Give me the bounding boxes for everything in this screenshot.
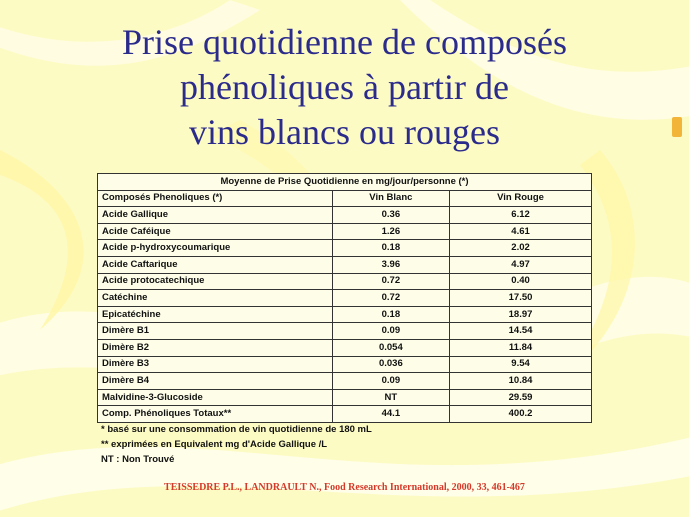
- white-wine-value: 3.96: [332, 256, 449, 273]
- table-row: [98, 240, 592, 257]
- table-row: [98, 356, 592, 373]
- compound-name: Epicatéchine: [98, 306, 333, 323]
- red-wine-value: 17.50: [450, 290, 592, 307]
- table-caption-row: [98, 174, 592, 191]
- table-header-row: [98, 190, 592, 207]
- red-wine-value: 2.02: [450, 240, 592, 257]
- compound-name: Dimère B4: [98, 373, 333, 390]
- red-wine-value: 14.54: [450, 323, 592, 340]
- table-footnotes: [101, 422, 372, 467]
- title-line-1: Prise quotidienne de composés: [122, 22, 567, 62]
- table-row: [98, 256, 592, 273]
- table-row: [98, 373, 592, 390]
- white-wine-value: 0.036: [332, 356, 449, 373]
- compound-name: Comp. Phénoliques Totaux**: [98, 406, 333, 423]
- table-row: [98, 306, 592, 323]
- red-wine-value: 18.97: [450, 306, 592, 323]
- white-wine-value: NT: [332, 389, 449, 406]
- table-row: [98, 389, 592, 406]
- footnote: * basé sur une consommation de vin quotidienne de 180 mL: [101, 424, 372, 435]
- table-row: [98, 207, 592, 224]
- compound-name: Acide Gallique: [98, 207, 333, 224]
- white-wine-value: 0.09: [332, 373, 449, 390]
- header-compounds: Composés Phenoliques (*): [98, 190, 333, 207]
- red-wine-value: 6.12: [450, 207, 592, 224]
- white-wine-value: 0.18: [332, 240, 449, 257]
- title-line-2: phénoliques à partir de: [180, 67, 509, 107]
- red-wine-value: 10.84: [450, 373, 592, 390]
- footnote: ** exprimées en Equivalent mg d'Acide Gallique /L: [101, 439, 328, 450]
- table-caption: Moyenne de Prise Quotidienne en mg/jour/personne (*): [98, 174, 592, 191]
- compound-name: Dimère B2: [98, 339, 333, 356]
- red-wine-value: 400.2: [450, 406, 592, 423]
- compound-name: Dimère B1: [98, 323, 333, 340]
- compound-name: Dimère B3: [98, 356, 333, 373]
- compound-name: Acide protocatechique: [98, 273, 333, 290]
- source-reference: TEISSEDRE P.L., LANDRAULT N., Food Research International, 2000, 33, 461-467: [164, 482, 525, 493]
- red-wine-value: 29.59: [450, 389, 592, 406]
- white-wine-value: 0.72: [332, 273, 449, 290]
- red-wine-value: 9.54: [450, 356, 592, 373]
- white-wine-value: 0.09: [332, 323, 449, 340]
- table-total-row: [98, 406, 592, 423]
- header-white-wine: Vin Blanc: [332, 190, 449, 207]
- red-wine-value: 4.97: [450, 256, 592, 273]
- table-row: [98, 339, 592, 356]
- slide-title: [0, 20, 689, 155]
- white-wine-value: 0.72: [332, 290, 449, 307]
- white-wine-value: 1.26: [332, 223, 449, 240]
- red-wine-value: 4.61: [450, 223, 592, 240]
- table-row: [98, 323, 592, 340]
- compound-name: Malvidine-3-Glucoside: [98, 389, 333, 406]
- white-wine-value: 0.18: [332, 306, 449, 323]
- footnote: NT : Non Trouvé: [101, 454, 175, 465]
- compound-name: Catéchine: [98, 290, 333, 307]
- white-wine-value: 0.36: [332, 207, 449, 224]
- red-wine-value: 0.40: [450, 273, 592, 290]
- phenolic-intake-table: [97, 173, 592, 423]
- table-row: [98, 273, 592, 290]
- red-wine-value: 11.84: [450, 339, 592, 356]
- header-red-wine: Vin Rouge: [450, 190, 592, 207]
- table-row: [98, 290, 592, 307]
- white-wine-value: 44.1: [332, 406, 449, 423]
- title-line-3: vins blancs ou rouges: [189, 112, 500, 152]
- compound-name: Acide Caftarique: [98, 256, 333, 273]
- compound-name: Acide p-hydroxycoumarique: [98, 240, 333, 257]
- table-row: [98, 223, 592, 240]
- compound-name: Acide Caféique: [98, 223, 333, 240]
- white-wine-value: 0.054: [332, 339, 449, 356]
